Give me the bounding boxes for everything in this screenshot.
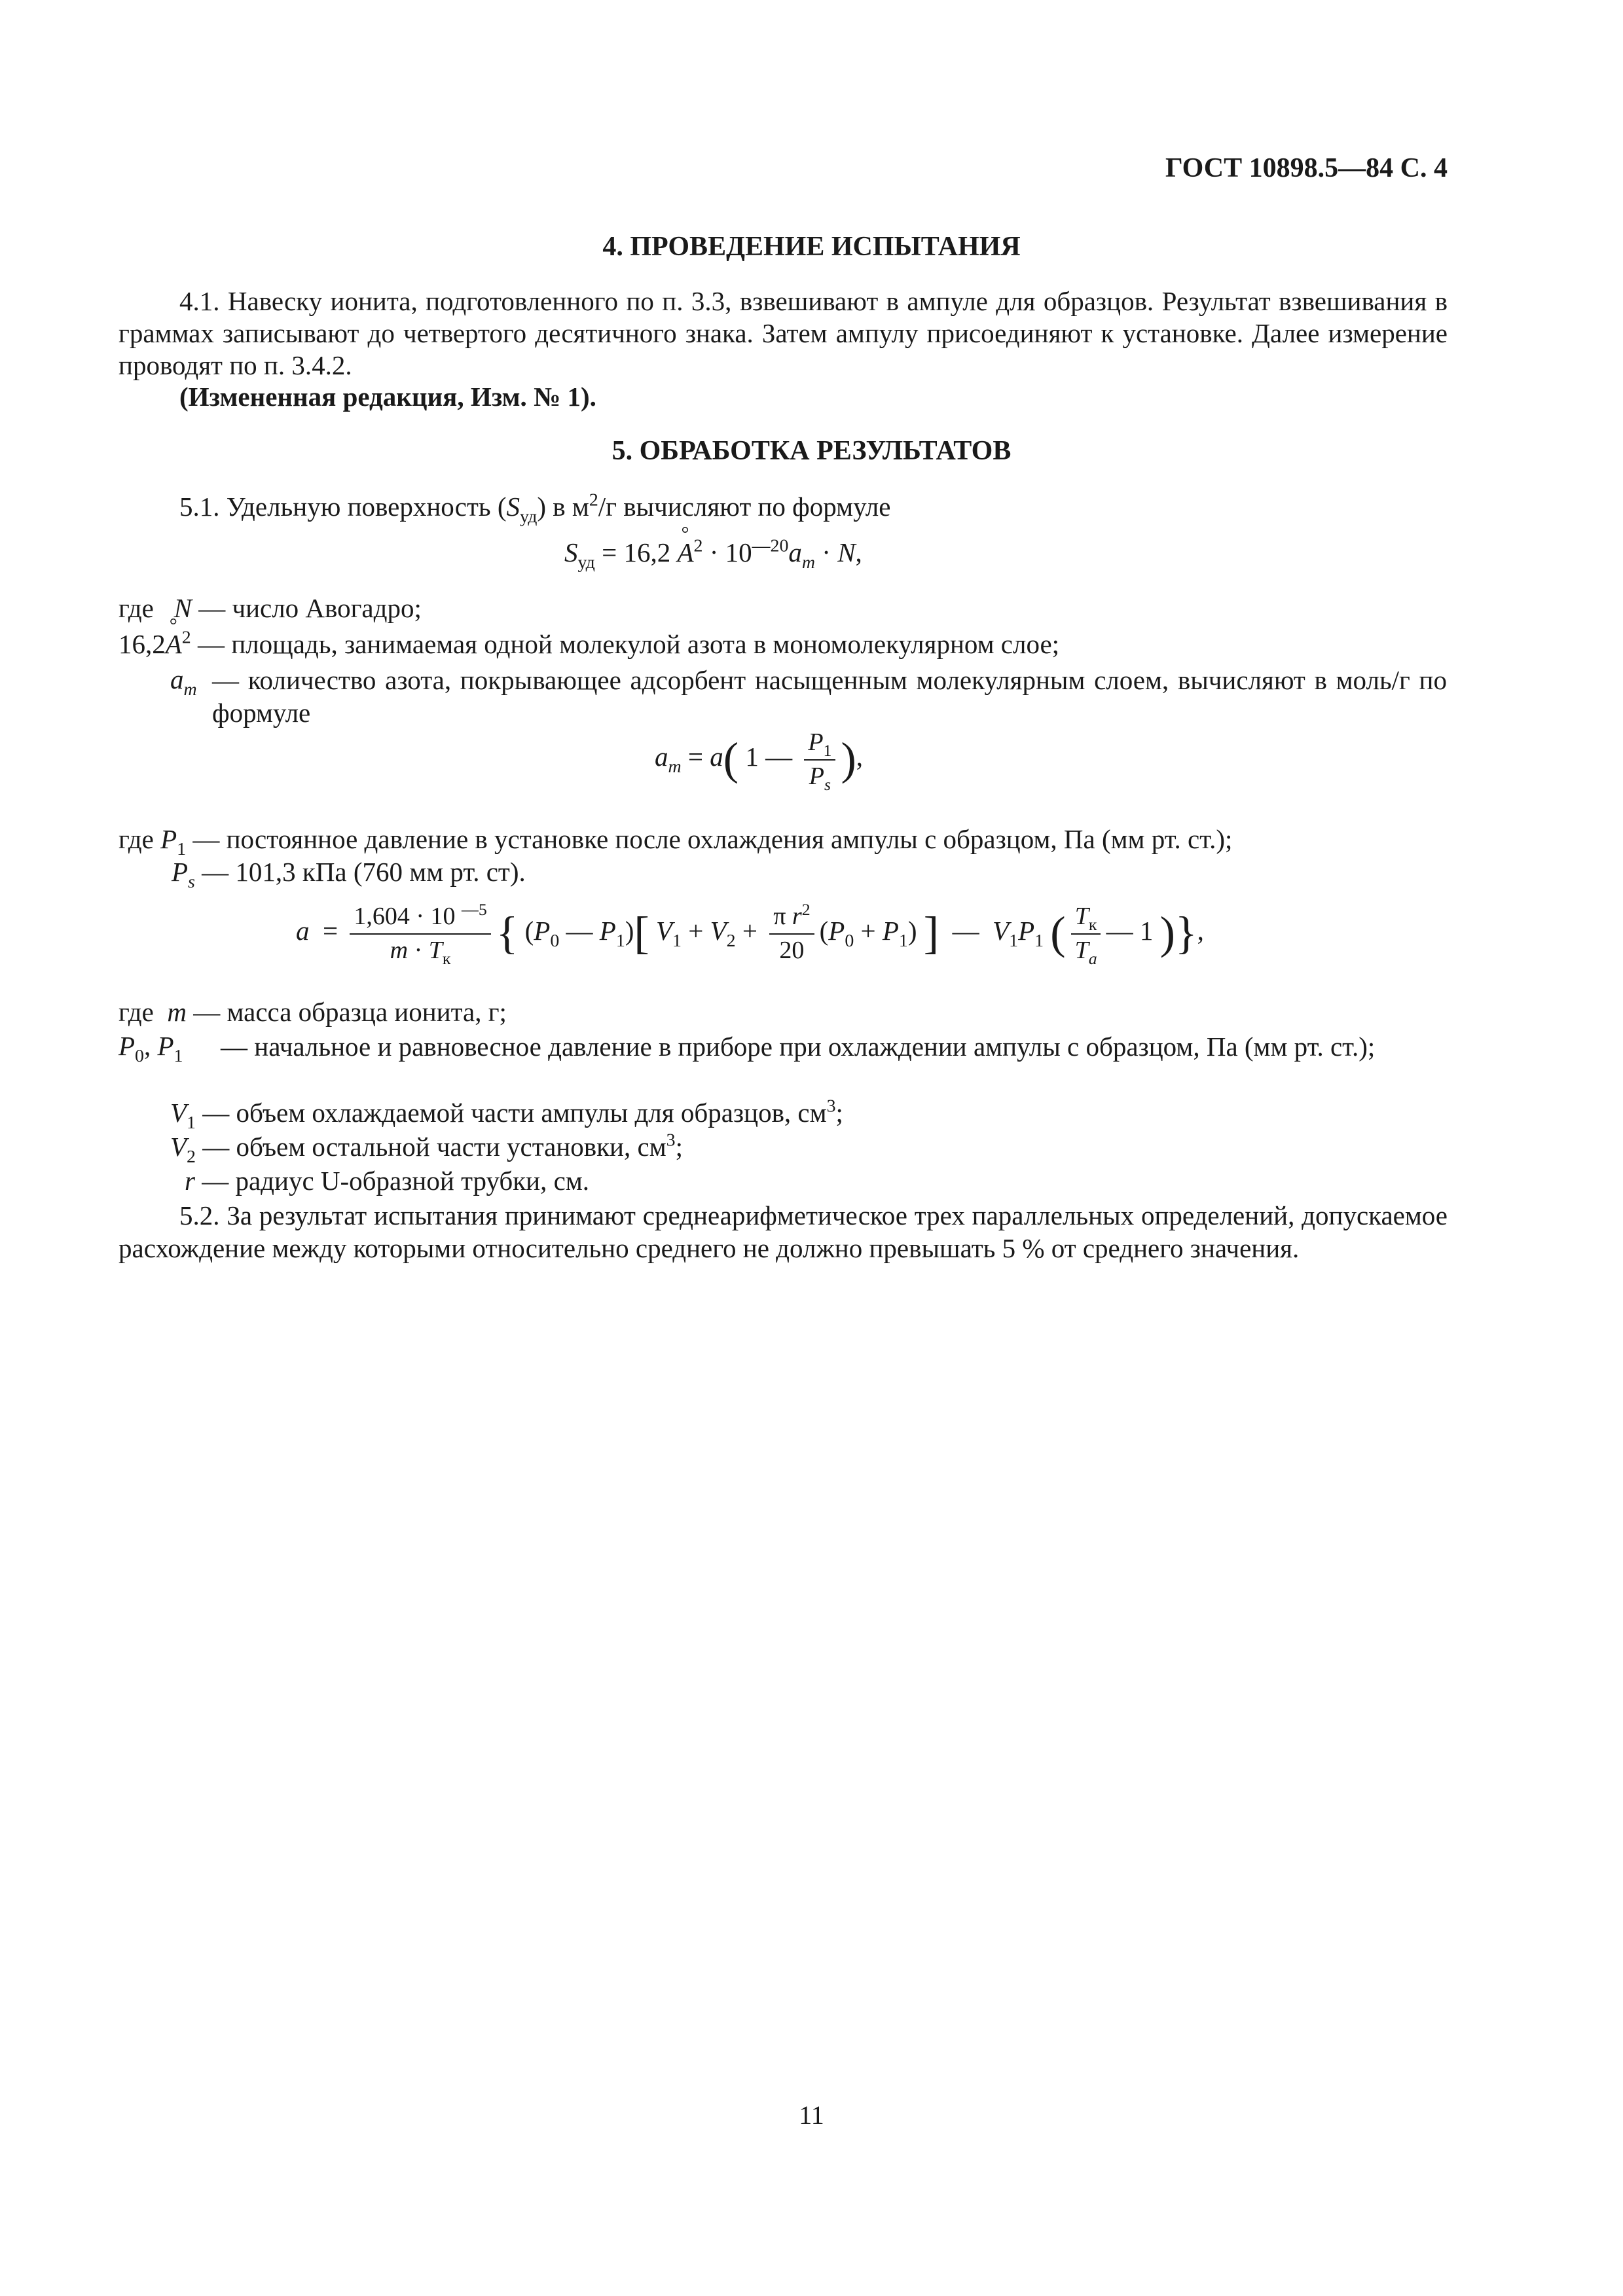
definition-avogadro: где N — число Авогадро; [119, 593, 422, 623]
definition-ps: $P_s$ — 101,3 кПа (760 мм рт. ст). [172, 857, 526, 892]
definition-p1: где $P_1$ — постоянное давление в установке после охлаждения ампулы с образцом, Па (мм рт. ст.); [119, 824, 1233, 859]
paragraph-5-1-intro: 5.1. Удельную поверхность $(S_{уд})$ в $м^2/г$ вычисляют по формуле [179, 490, 891, 527]
amendment-note: (Измененная редакция, Изм. № 1). [179, 382, 596, 412]
section-4-heading: 4. ПРОВЕДЕНИЕ ИСПЫТАНИЯ [602, 232, 1021, 262]
section-5-heading: 5. ОБРАБОТКА РЕЗУЛЬТАТОВ [611, 436, 1012, 466]
definition-v1: $V_1$ — объем охлаждаемой части ампулы для образцов, $см^3$; [170, 1096, 843, 1133]
formula-am: $a_m = a$( 1 — $\frac{P_1}{P_s}$ ), [655, 728, 864, 794]
document-reference: ГОСТ 10898.5—84 С. 4 [1165, 153, 1448, 183]
definition-v2: $V_2$ — объем остальной части установки, $см^3$; [170, 1130, 683, 1167]
paragraph-5-2: 5.2. За результат испытания принимают среднеарифметическое трех параллельных определений, допускаемое расхождение между которыми относительно среднего не должно превышать 5 % от среднего значения. [119, 1200, 1448, 1263]
paragraph-4-1: 4.1. Навеску ионита, подготовленного по п. 3.3, взвешивают в ампуле для образцов. Результат взвешивания в граммах записывают до четвертого десятичного знака. Затем ампулу присоединяют к установке. Далее измерение проводят по п. 3.4.2. [119, 286, 1448, 381]
definition-m: где m — масса образца ионита, г; [119, 997, 507, 1027]
page-number: 11 [799, 2100, 824, 2130]
formula-specific-surface: $S_{уд} = 16,2$ ° $A^2 \cdot 10^{—20}a_m \cdot N$, [564, 537, 862, 569]
definition-molecule-area: 16,2° $A^2$ — площадь, занимаемая одной молекулой азота в мономолекулярном слое; [119, 628, 1059, 660]
formula-a: a = $\frac{1,604 \cdot 10 ^{—5}}{m \cdot T_к}$ { ($P_0$ — $P_1$)[ $V_1 + V_2$ + $\frac{\pi r^2}{20}$ $(P_0 + P_1)$ ] — $V_1P_1$ ( $\frac{T_к}{T_a}$ — 1 )}, [296, 899, 1204, 968]
definition-r: r — радиус U-образной трубки, см. [185, 1166, 590, 1196]
